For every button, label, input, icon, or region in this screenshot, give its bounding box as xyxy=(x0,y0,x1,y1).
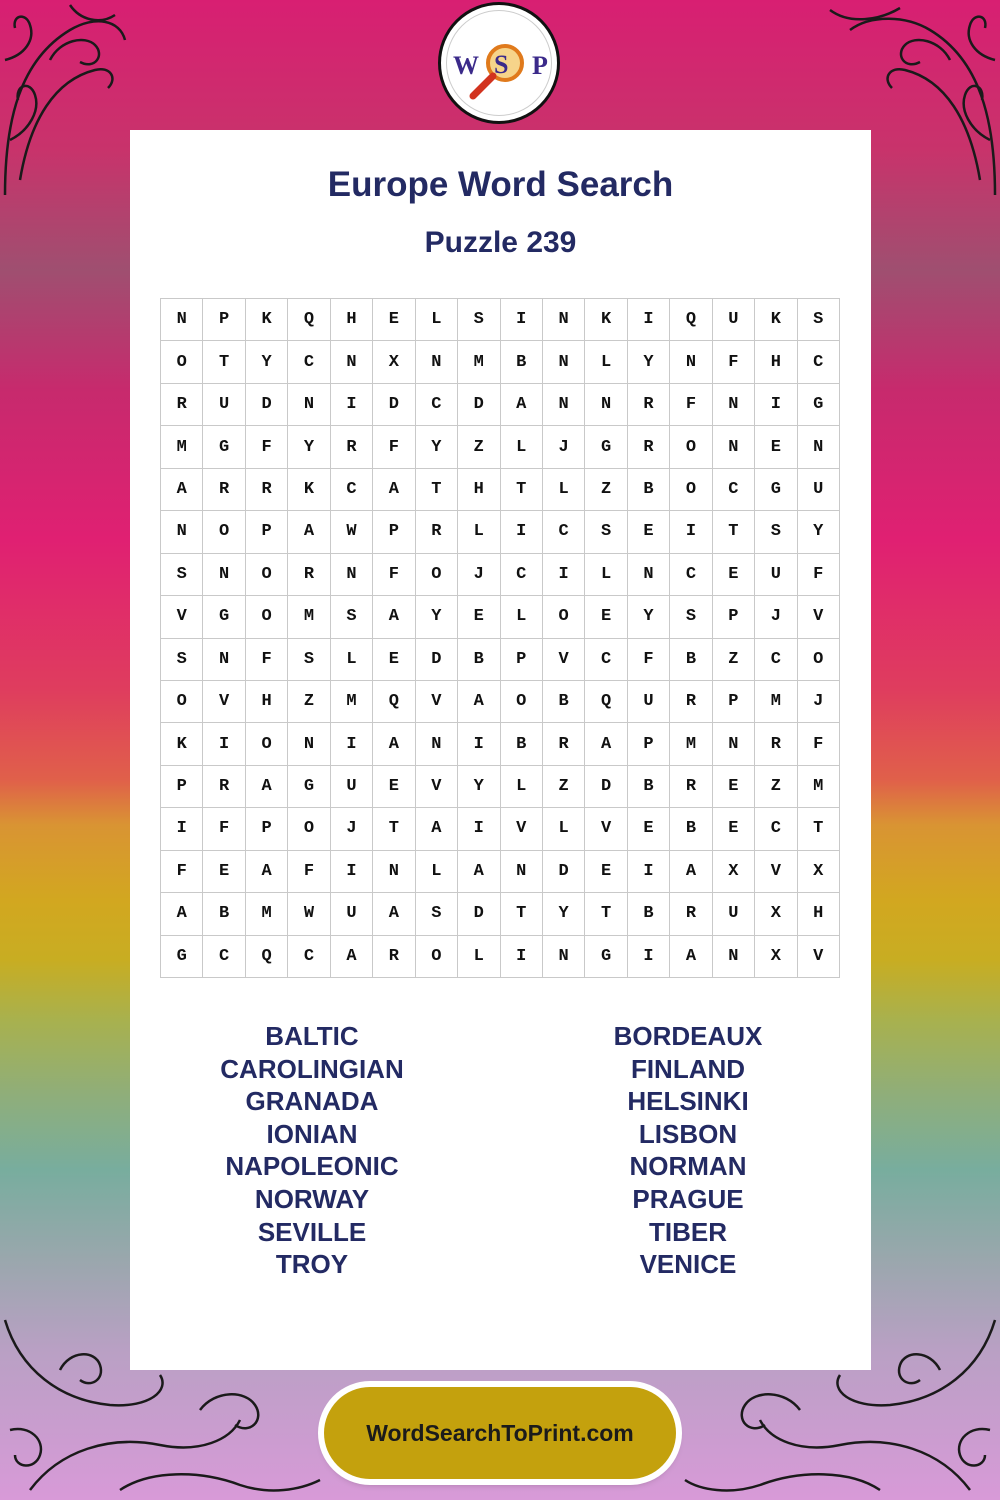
letter-grid xyxy=(160,298,840,978)
grid-cell[interactable]: F xyxy=(246,426,288,468)
grid-cell[interactable]: O xyxy=(161,681,203,723)
grid-cell[interactable]: A xyxy=(670,851,712,893)
grid-cell[interactable]: F xyxy=(628,639,670,681)
grid-cell[interactable]: E xyxy=(585,851,627,893)
grid-cell[interactable]: I xyxy=(331,723,373,765)
grid-cell[interactable]: E xyxy=(628,511,670,553)
grid-cell[interactable]: N xyxy=(203,554,245,596)
grid-cell[interactable]: F xyxy=(288,851,330,893)
grid-cell[interactable]: L xyxy=(543,469,585,511)
grid-cell[interactable]: O xyxy=(288,808,330,850)
grid-cell[interactable]: R xyxy=(670,893,712,935)
word-list-right xyxy=(528,1020,848,1281)
grid-cell[interactable]: T xyxy=(373,808,415,850)
grid-cell[interactable]: N xyxy=(543,299,585,341)
word-list-item: TIBER xyxy=(649,1216,727,1247)
grid-cell[interactable]: R xyxy=(628,384,670,426)
grid-cell[interactable]: Q xyxy=(585,681,627,723)
grid-cell[interactable]: D xyxy=(416,639,458,681)
grid-cell[interactable]: P xyxy=(713,596,755,638)
grid-cell[interactable]: B xyxy=(203,893,245,935)
grid-cell[interactable]: T xyxy=(798,808,840,850)
word-list-item: NORWAY xyxy=(254,1183,370,1214)
word-list-item: CAROLINGIAN xyxy=(220,1053,404,1084)
word-list-item: IONIAN xyxy=(266,1118,358,1149)
grid-cell[interactable]: J xyxy=(798,681,840,723)
grid-cell[interactable]: O xyxy=(416,936,458,978)
grid-cell[interactable]: U xyxy=(331,893,373,935)
grid-cell[interactable]: L xyxy=(585,341,627,383)
grid-cell[interactable]: A xyxy=(161,469,203,511)
grid-cell[interactable]: O xyxy=(798,639,840,681)
grid-cell[interactable]: V xyxy=(416,681,458,723)
grid-cell[interactable]: G xyxy=(798,384,840,426)
word-list-item: HELSINKI xyxy=(627,1086,749,1117)
grid-cell[interactable]: P xyxy=(501,639,543,681)
grid-cell[interactable]: U xyxy=(798,469,840,511)
grid-cell[interactable]: C xyxy=(543,511,585,553)
grid-cell[interactable]: C xyxy=(501,554,543,596)
grid-cell[interactable]: I xyxy=(501,936,543,978)
grid-cell[interactable]: L xyxy=(416,299,458,341)
grid-cell[interactable]: L xyxy=(585,554,627,596)
grid-cell[interactable]: S xyxy=(798,299,840,341)
grid-cell[interactable]: U xyxy=(331,766,373,808)
grid-cell[interactable]: L xyxy=(501,766,543,808)
grid-cell[interactable]: F xyxy=(246,639,288,681)
grid-cell[interactable]: G xyxy=(203,596,245,638)
grid-cell[interactable]: P xyxy=(246,511,288,553)
grid-cell[interactable]: T xyxy=(501,469,543,511)
grid-cell[interactable]: N xyxy=(713,426,755,468)
grid-cell[interactable]: U xyxy=(628,681,670,723)
grid-cell[interactable]: T xyxy=(501,893,543,935)
grid-cell[interactable]: P xyxy=(203,299,245,341)
grid-cell[interactable]: R xyxy=(755,723,797,765)
grid-cell[interactable]: P xyxy=(373,511,415,553)
grid-cell[interactable]: L xyxy=(501,426,543,468)
grid-cell[interactable]: S xyxy=(331,596,373,638)
grid-cell[interactable]: S xyxy=(585,511,627,553)
grid-cell[interactable]: M xyxy=(331,681,373,723)
grid-cell[interactable]: I xyxy=(331,851,373,893)
grid-cell[interactable]: D xyxy=(246,384,288,426)
grid-cell[interactable]: K xyxy=(246,299,288,341)
grid-cell[interactable]: L xyxy=(543,808,585,850)
grid-cell[interactable]: A xyxy=(670,936,712,978)
grid-cell[interactable]: X xyxy=(755,893,797,935)
grid-cell[interactable]: N xyxy=(543,341,585,383)
word-list-item: TROY xyxy=(275,1249,349,1280)
grid-cell[interactable]: A xyxy=(288,511,330,553)
grid-cell[interactable]: M xyxy=(246,893,288,935)
grid-cell[interactable]: B xyxy=(628,766,670,808)
logo-letter-w: W xyxy=(453,51,479,80)
grid-cell[interactable]: K xyxy=(288,469,330,511)
grid-cell[interactable]: F xyxy=(161,851,203,893)
grid-cell[interactable]: R xyxy=(543,723,585,765)
grid-cell[interactable]: I xyxy=(458,723,500,765)
grid-cell[interactable]: Q xyxy=(670,299,712,341)
grid-cell[interactable]: X xyxy=(713,851,755,893)
grid-cell[interactable]: N xyxy=(288,723,330,765)
grid-cell[interactable]: H xyxy=(246,681,288,723)
grid-cell[interactable]: J xyxy=(543,426,585,468)
grid-cell[interactable]: X xyxy=(798,851,840,893)
grid-cell[interactable]: B xyxy=(670,808,712,850)
grid-cell[interactable]: S xyxy=(458,299,500,341)
grid-cell[interactable]: N xyxy=(713,936,755,978)
grid-cell[interactable]: H xyxy=(331,299,373,341)
grid-cell[interactable]: V xyxy=(416,766,458,808)
grid-cell[interactable]: Z xyxy=(543,766,585,808)
page-title: Europe Word Search xyxy=(327,165,674,204)
grid-cell[interactable]: R xyxy=(670,766,712,808)
grid-cell[interactable]: E xyxy=(713,766,755,808)
grid-cell[interactable]: I xyxy=(670,511,712,553)
grid-cell[interactable]: E xyxy=(755,426,797,468)
grid-cell[interactable]: O xyxy=(246,596,288,638)
grid-cell[interactable]: N xyxy=(798,426,840,468)
grid-cell[interactable]: I xyxy=(203,723,245,765)
grid-cell[interactable]: V xyxy=(585,808,627,850)
grid-cell[interactable]: C xyxy=(670,554,712,596)
grid-cell[interactable]: G xyxy=(585,936,627,978)
grid-cell[interactable]: N xyxy=(501,851,543,893)
grid-cell[interactable]: G xyxy=(203,426,245,468)
grid-cell[interactable]: Q xyxy=(246,936,288,978)
grid-cell[interactable]: I xyxy=(501,511,543,553)
grid-cell[interactable]: B xyxy=(501,341,543,383)
grid-cell[interactable]: O xyxy=(246,723,288,765)
grid-cell[interactable]: O xyxy=(543,596,585,638)
grid-cell[interactable]: E xyxy=(585,596,627,638)
grid-cell[interactable]: S xyxy=(755,511,797,553)
grid-cell[interactable]: H xyxy=(755,341,797,383)
grid-cell[interactable]: Y xyxy=(628,341,670,383)
grid-cell[interactable]: A xyxy=(458,681,500,723)
grid-cell[interactable]: E xyxy=(373,766,415,808)
grid-cell[interactable]: B xyxy=(543,681,585,723)
grid-cell[interactable]: Z xyxy=(458,426,500,468)
grid-cell[interactable]: Z xyxy=(585,469,627,511)
grid-cell[interactable]: G xyxy=(585,426,627,468)
grid-cell[interactable]: J xyxy=(755,596,797,638)
grid-cell[interactable]: O xyxy=(203,511,245,553)
grid-cell[interactable]: A xyxy=(416,808,458,850)
grid-cell[interactable]: N xyxy=(416,723,458,765)
grid-cell[interactable]: R xyxy=(331,426,373,468)
grid-cell[interactable]: E xyxy=(713,808,755,850)
grid-cell[interactable]: C xyxy=(755,639,797,681)
grid-cell[interactable]: U xyxy=(713,299,755,341)
grid-cell[interactable]: A xyxy=(458,851,500,893)
grid-cell[interactable]: Q xyxy=(373,681,415,723)
grid-cell[interactable]: G xyxy=(755,469,797,511)
grid-cell[interactable]: M xyxy=(798,766,840,808)
grid-cell[interactable]: O xyxy=(670,426,712,468)
grid-cell[interactable]: R xyxy=(373,936,415,978)
grid-cell[interactable]: A xyxy=(246,766,288,808)
grid-cell[interactable]: V xyxy=(755,851,797,893)
grid-cell[interactable]: N xyxy=(628,554,670,596)
grid-cell[interactable]: N xyxy=(331,554,373,596)
grid-cell[interactable]: K xyxy=(755,299,797,341)
word-list-item: BALTIC xyxy=(265,1021,359,1051)
grid-cell[interactable]: Y xyxy=(416,596,458,638)
grid-cell[interactable]: A xyxy=(373,723,415,765)
grid-cell[interactable]: C xyxy=(331,469,373,511)
grid-cell[interactable]: S xyxy=(670,596,712,638)
grid-cell[interactable]: R xyxy=(670,681,712,723)
grid-cell[interactable]: O xyxy=(161,341,203,383)
grid-cell[interactable]: D xyxy=(373,384,415,426)
grid-cell[interactable]: Y xyxy=(246,341,288,383)
word-list-item: BORDEAUX xyxy=(613,1021,763,1051)
grid-cell[interactable]: A xyxy=(161,893,203,935)
grid-cell[interactable]: Q xyxy=(288,299,330,341)
grid-cell[interactable]: B xyxy=(628,469,670,511)
grid-cell[interactable]: E xyxy=(458,596,500,638)
grid-cell[interactable]: V xyxy=(798,936,840,978)
word-list-item: NORMAN xyxy=(629,1151,747,1182)
grid-cell[interactable]: M xyxy=(755,681,797,723)
grid-cell[interactable]: V xyxy=(161,596,203,638)
grid-cell[interactable]: A xyxy=(585,723,627,765)
grid-cell[interactable]: L xyxy=(416,851,458,893)
puzzle-card xyxy=(130,130,871,1370)
grid-cell[interactable]: K xyxy=(161,723,203,765)
grid-cell[interactable]: S xyxy=(288,639,330,681)
grid-cell[interactable]: I xyxy=(501,299,543,341)
grid-cell[interactable]: N xyxy=(543,936,585,978)
logo-letter-p: P xyxy=(532,51,548,80)
grid-cell[interactable]: Y xyxy=(288,426,330,468)
grid-cell[interactable]: I xyxy=(161,808,203,850)
grid-cell[interactable]: W xyxy=(288,893,330,935)
grid-cell[interactable]: S xyxy=(161,639,203,681)
grid-cell[interactable]: P xyxy=(713,681,755,723)
grid-cell[interactable]: D xyxy=(543,851,585,893)
grid-cell[interactable]: N xyxy=(288,384,330,426)
grid-cell[interactable]: S xyxy=(416,893,458,935)
grid-cell[interactable]: F xyxy=(373,554,415,596)
grid-cell[interactable]: I xyxy=(755,384,797,426)
grid-cell[interactable]: C xyxy=(288,936,330,978)
grid-cell[interactable]: E xyxy=(713,554,755,596)
grid-cell[interactable]: P xyxy=(246,808,288,850)
grid-cell[interactable]: N xyxy=(203,639,245,681)
grid-cell[interactable]: W xyxy=(331,511,373,553)
grid-cell[interactable]: N xyxy=(331,341,373,383)
word-list-item: GRANADA xyxy=(245,1086,379,1117)
grid-cell[interactable]: V xyxy=(543,639,585,681)
grid-cell[interactable]: B xyxy=(670,639,712,681)
grid-cell[interactable]: U xyxy=(755,554,797,596)
word-list-item: PRAGUE xyxy=(632,1183,744,1214)
grid-cell[interactable]: L xyxy=(458,936,500,978)
grid-cell[interactable]: C xyxy=(203,936,245,978)
grid-cell[interactable]: C xyxy=(585,639,627,681)
grid-cell[interactable]: U xyxy=(713,893,755,935)
grid-cell[interactable]: T xyxy=(585,893,627,935)
puzzle-number: Puzzle 239 xyxy=(424,226,577,259)
grid-cell[interactable]: N xyxy=(713,723,755,765)
grid-cell[interactable]: K xyxy=(585,299,627,341)
grid-cell[interactable]: D xyxy=(585,766,627,808)
grid-cell[interactable]: D xyxy=(458,384,500,426)
grid-cell[interactable]: R xyxy=(203,766,245,808)
grid-cell[interactable]: I xyxy=(628,851,670,893)
grid-cell[interactable]: Z xyxy=(288,681,330,723)
grid-cell[interactable]: P xyxy=(161,766,203,808)
grid-cell[interactable]: Y xyxy=(458,766,500,808)
grid-cell[interactable]: V xyxy=(203,681,245,723)
corner-ornament-top-left xyxy=(0,0,130,200)
grid-cell[interactable]: B xyxy=(628,893,670,935)
grid-cell[interactable]: I xyxy=(628,299,670,341)
grid-cell[interactable]: E xyxy=(373,639,415,681)
grid-cell[interactable]: M xyxy=(670,723,712,765)
grid-cell[interactable]: T xyxy=(203,341,245,383)
grid-cell[interactable]: N xyxy=(585,384,627,426)
grid-cell[interactable]: A xyxy=(501,384,543,426)
grid-cell[interactable]: O xyxy=(501,681,543,723)
grid-cell[interactable]: O xyxy=(246,554,288,596)
grid-cell[interactable]: H xyxy=(798,893,840,935)
grid-cell[interactable]: A xyxy=(246,851,288,893)
grid-cell[interactable]: C xyxy=(798,341,840,383)
grid-cell[interactable]: Y xyxy=(543,893,585,935)
grid-cell[interactable]: M xyxy=(161,426,203,468)
grid-cell[interactable]: P xyxy=(628,723,670,765)
grid-cell[interactable]: G xyxy=(288,766,330,808)
grid-cell[interactable]: Z xyxy=(713,639,755,681)
grid-cell[interactable]: X xyxy=(373,341,415,383)
grid-cell[interactable]: T xyxy=(416,469,458,511)
site-logo[interactable] xyxy=(438,2,560,124)
grid-cell[interactable]: I xyxy=(628,936,670,978)
grid-cell[interactable]: N xyxy=(543,384,585,426)
grid-cell[interactable]: A xyxy=(373,893,415,935)
grid-cell[interactable]: N xyxy=(713,384,755,426)
grid-cell[interactable]: E xyxy=(373,299,415,341)
grid-cell[interactable]: F xyxy=(798,723,840,765)
grid-cell[interactable]: J xyxy=(458,554,500,596)
grid-cell[interactable]: Y xyxy=(798,511,840,553)
grid-cell[interactable]: M xyxy=(288,596,330,638)
grid-cell[interactable]: H xyxy=(458,469,500,511)
grid-cell[interactable]: V xyxy=(798,596,840,638)
grid-cell[interactable]: Y xyxy=(416,426,458,468)
grid-cell[interactable]: R xyxy=(246,469,288,511)
word-list-left xyxy=(152,1020,472,1281)
word-list-item: FINLAND xyxy=(630,1053,746,1084)
grid-cell[interactable]: T xyxy=(713,511,755,553)
grid-cell[interactable]: C xyxy=(713,469,755,511)
grid-cell[interactable]: L xyxy=(331,639,373,681)
grid-cell[interactable]: R xyxy=(288,554,330,596)
grid-cell[interactable]: I xyxy=(331,384,373,426)
grid-cell[interactable]: J xyxy=(331,808,373,850)
grid-cell[interactable]: F xyxy=(713,341,755,383)
word-list-item: LISBON xyxy=(638,1118,738,1149)
grid-cell[interactable]: G xyxy=(161,936,203,978)
grid-cell[interactable]: N xyxy=(161,299,203,341)
grid-cell[interactable]: F xyxy=(670,384,712,426)
website-link-button[interactable] xyxy=(324,1387,676,1479)
grid-cell[interactable]: F xyxy=(798,554,840,596)
grid-cell[interactable]: D xyxy=(458,893,500,935)
grid-cell[interactable]: I xyxy=(458,808,500,850)
grid-cell[interactable]: M xyxy=(458,341,500,383)
grid-cell[interactable]: A xyxy=(373,596,415,638)
grid-cell[interactable]: R xyxy=(161,384,203,426)
grid-cell[interactable]: B xyxy=(501,723,543,765)
grid-cell[interactable]: E xyxy=(203,851,245,893)
word-list-item: SEVILLE xyxy=(257,1216,367,1247)
grid-cell[interactable]: L xyxy=(458,511,500,553)
word-list-item: VENICE xyxy=(639,1249,737,1280)
grid-cell[interactable]: Y xyxy=(628,596,670,638)
grid-cell[interactable]: F xyxy=(373,426,415,468)
grid-cell[interactable]: A xyxy=(373,469,415,511)
grid-cell[interactable]: B xyxy=(458,639,500,681)
grid-cell[interactable]: R xyxy=(203,469,245,511)
word-list-item: NAPOLEONIC xyxy=(225,1151,399,1182)
website-link-label: WordSearchToPrint.com xyxy=(366,1419,634,1446)
grid-cell[interactable]: C xyxy=(755,808,797,850)
grid-cell[interactable]: N xyxy=(373,851,415,893)
grid-cell[interactable]: I xyxy=(543,554,585,596)
grid-cell[interactable]: O xyxy=(670,469,712,511)
grid-cell[interactable]: N xyxy=(416,341,458,383)
grid-cell[interactable]: Z xyxy=(755,766,797,808)
grid-cell[interactable]: A xyxy=(331,936,373,978)
grid-cell[interactable]: O xyxy=(416,554,458,596)
grid-cell[interactable]: R xyxy=(628,426,670,468)
grid-cell[interactable]: X xyxy=(755,936,797,978)
grid-cell[interactable]: R xyxy=(416,511,458,553)
grid-cell[interactable]: L xyxy=(501,596,543,638)
logo-letter-s: S xyxy=(494,50,509,79)
grid-cell[interactable]: F xyxy=(203,808,245,850)
grid-cell[interactable]: V xyxy=(501,808,543,850)
grid-cell[interactable]: C xyxy=(288,341,330,383)
grid-cell[interactable]: E xyxy=(628,808,670,850)
grid-cell[interactable]: U xyxy=(203,384,245,426)
grid-cell[interactable]: N xyxy=(670,341,712,383)
grid-cell[interactable]: N xyxy=(161,511,203,553)
grid-cell[interactable]: C xyxy=(416,384,458,426)
grid-cell[interactable]: S xyxy=(161,554,203,596)
